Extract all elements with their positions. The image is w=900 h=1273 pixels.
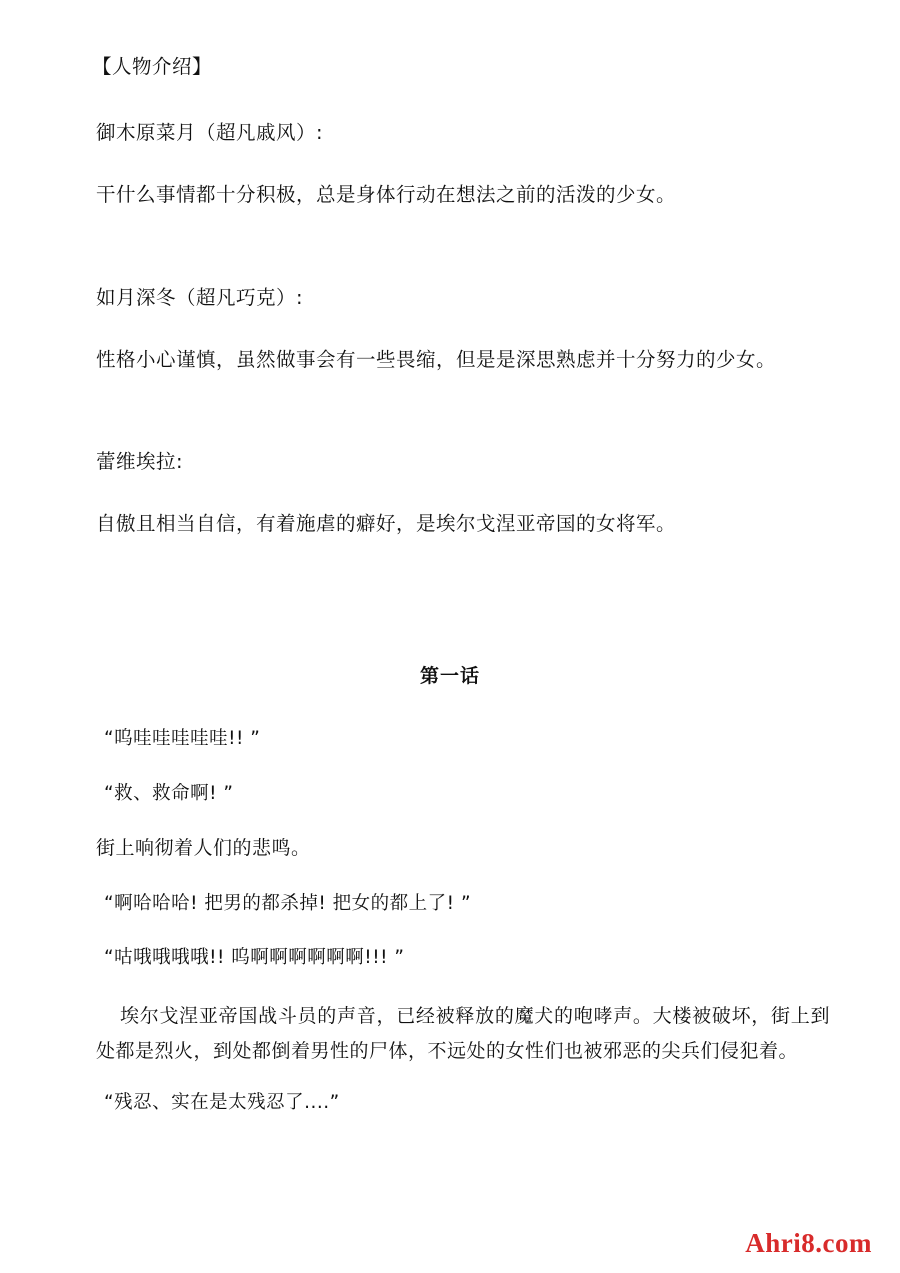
site-watermark: Ahri8.com (745, 1228, 872, 1258)
character-name: 蕾维埃拉: (96, 450, 184, 474)
character-entry-1 (90, 118, 830, 210)
character-entry-2 (90, 283, 830, 375)
chapter-title: 第一话 (419, 664, 480, 687)
character-description: 性格小心谨慎，虽然做事会有一些畏缩，但是是深思熟虑并十分努力的少女。 (96, 347, 777, 371)
narration-paragraph: 埃尔戈涅亚帝国战斗员的声音，已经被释放的魔犬的咆哮声。大楼被破坏，街上到处都是烈火，到处都倒着男性的尸体，不远处的女性们也被邪恶的尖兵们侵犯着。 (96, 1005, 830, 1063)
narration-line: 街上响彻着人们的悲鸣。 (96, 837, 311, 860)
section-heading: 【人物介绍】 (92, 55, 213, 78)
dialogue-line: “呜哇哇哇哇哇!! ” (104, 727, 261, 749)
character-entry-3 (90, 447, 830, 539)
character-name: 如月深冬（超凡巧克）: (96, 285, 304, 309)
dialogue-line: “咕哦哦哦哦!! 呜啊啊啊啊啊啊!!! ” (104, 947, 405, 969)
spacer (90, 540, 830, 658)
character-description: 自傲且相当自信，有着施虐的癖好，是埃尔戈涅亚帝国的女将军。 (96, 512, 677, 536)
character-name: 御木原菜月（超凡戚风）: (96, 121, 324, 145)
spacer (90, 375, 830, 447)
character-description: 干什么事情都十分积极，总是身体行动在想法之前的活泼的少女。 (96, 183, 677, 207)
dialogue-line: “残忍、实在是太残忍了....” (104, 1092, 340, 1114)
dialogue-line: “啊哈哈哈! 把男的都杀掉! 把女的都上了! ” (104, 892, 472, 914)
spacer (90, 211, 830, 283)
dialogue-line: “救、救命啊! ” (104, 782, 234, 804)
